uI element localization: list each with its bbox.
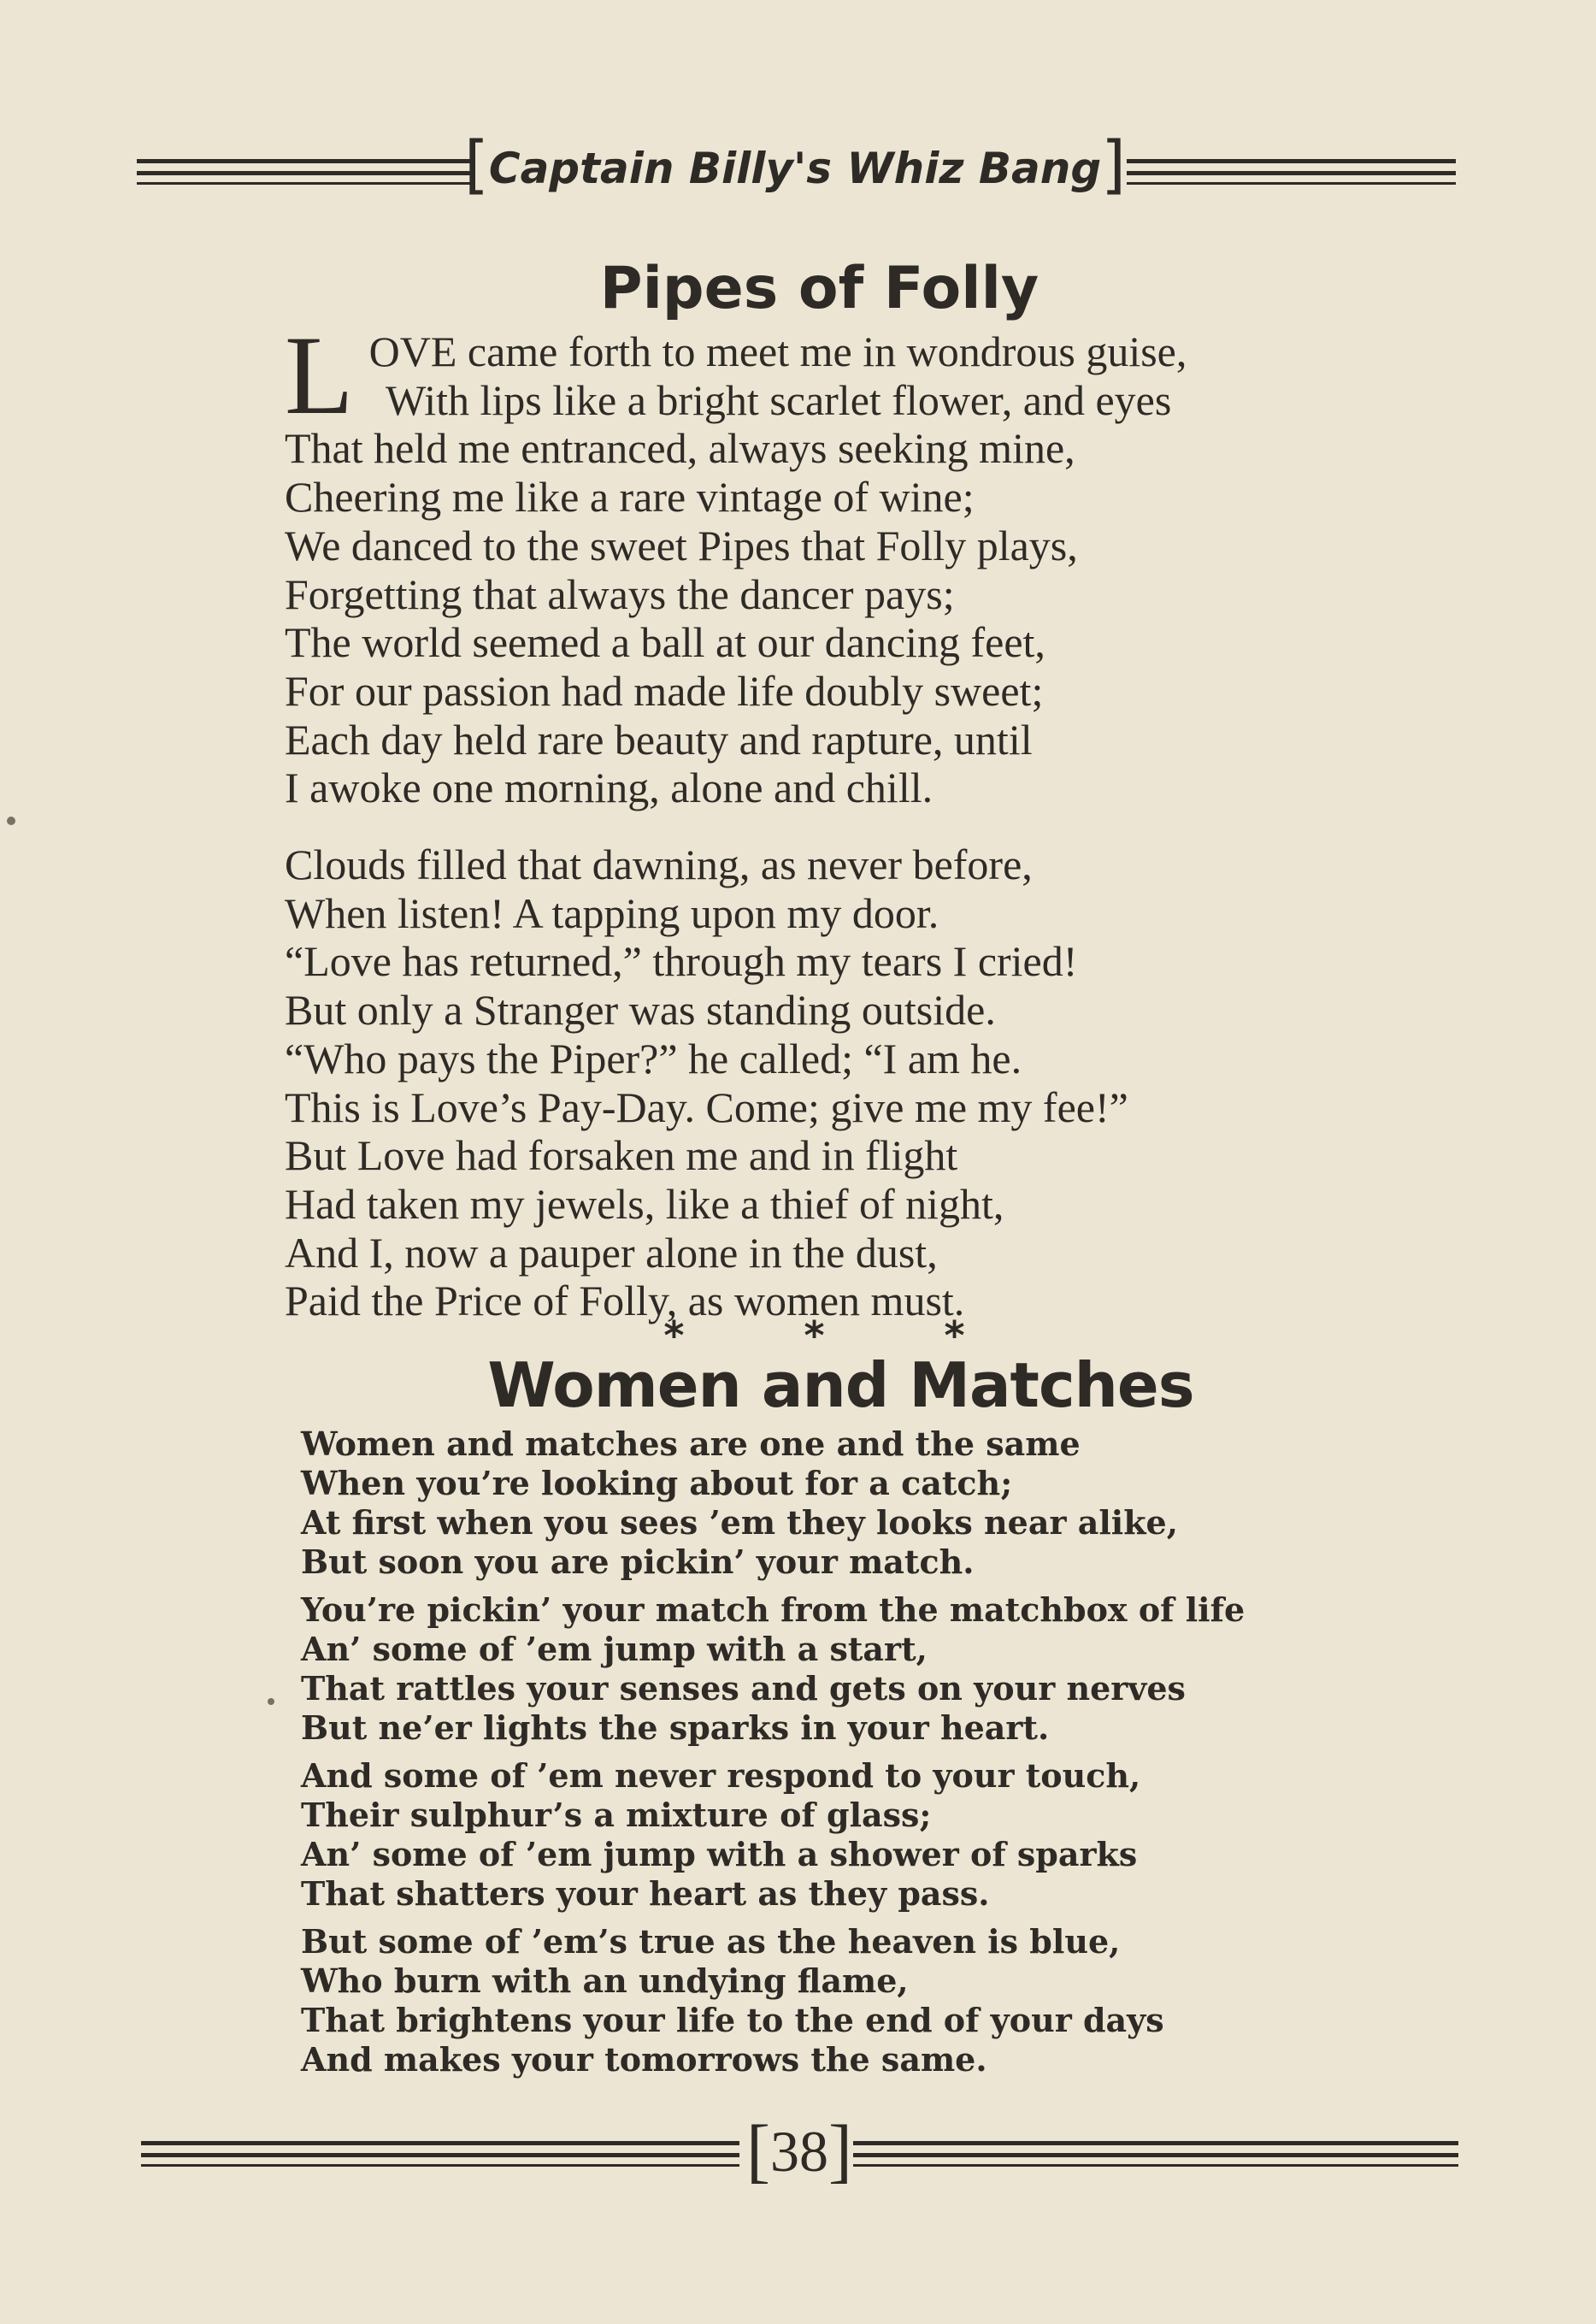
running-header — [462, 127, 1128, 207]
header-rule-right-bottom — [1127, 171, 1456, 175]
poem-line: But ne’er lights the sparks in your heart. — [301, 1708, 1050, 1747]
poem-line: Who burn with an undying flame, — [301, 1961, 909, 2000]
poem-line: The world seemed a ball at our dancing feet, — [285, 618, 1045, 667]
poem-opening — [285, 312, 1396, 438]
footer-rule-left-line3 — [141, 2164, 739, 2167]
poem-line: When listen! A tapping upon my door. — [285, 888, 939, 937]
poem-line: When you’re looking about for a catch; — [301, 1464, 1013, 1502]
poem-line: Clouds filled that dawning, as never before, — [285, 841, 1033, 889]
poem-title-pipes-of-folly: Pipes of Folly — [599, 255, 1039, 322]
poem-line: But only a Stranger was standing outside. — [285, 986, 996, 1035]
footer-rule-right-top — [853, 2141, 1458, 2145]
stanza — [301, 1424, 1412, 1582]
stanza — [301, 1922, 1412, 2079]
stanza — [301, 1590, 1412, 1748]
poem-line: That brightens your life to the end of your days — [301, 2001, 1164, 2039]
poem-pipes-of-folly — [285, 312, 1396, 1325]
poem-line: At first when you sees ’em they looks near alike, — [301, 1503, 1178, 1542]
poem-line: Their sulphur’s a mixture of glass; — [301, 1796, 932, 1834]
poem-line: Paid the Price of Folly, as women must. — [285, 1277, 965, 1325]
poem-line: This is Love’s Pay-Day. Come; give me my fee!” — [285, 1082, 1128, 1131]
page-number-value: 38 — [770, 2119, 828, 2184]
magazine-title: Captain Billy's Whiz Bang — [488, 144, 1102, 193]
poem-line: But some of ’em’s true as the heaven is blue, — [301, 1922, 1121, 1961]
paper-speck — [7, 817, 15, 825]
poem-line: But soon you are pickin’ your match. — [301, 1542, 975, 1581]
poem-line: And I, now a pauper alone in the dust, — [285, 1228, 938, 1277]
header-rule-right-line3 — [1127, 182, 1456, 185]
poem-line: Forgetting that always the dancer pays; — [285, 569, 955, 618]
footer-rule-left-top — [141, 2141, 739, 2145]
page-number — [735, 2109, 863, 2194]
poem-line: And makes your tomorrows the same. — [301, 2040, 987, 2079]
poem-line: You’re pickin’ your match from the matchbox of life — [301, 1590, 1246, 1629]
footer-rule-left-bottom — [141, 2153, 739, 2157]
drop-cap: L — [285, 312, 354, 438]
poem-line: For our passion had made life doubly sweet; — [285, 666, 1044, 715]
poem-line: I awoke one morning, alone and chill. — [285, 764, 933, 812]
poem-women-and-matches — [301, 1424, 1412, 2088]
footer-rule-right-line3 — [853, 2164, 1458, 2167]
poem-line: An’ some of ’em jump with a start, — [301, 1630, 928, 1668]
poem-line: “Love has returned,” through my tears I cried! — [285, 937, 1078, 986]
poem-line: But Love had forsaken me and in flight — [285, 1131, 958, 1180]
poem-line: That rattles your senses and gets on your nerves — [301, 1669, 1186, 1708]
poem-line: We danced to the sweet Pipes that Folly plays, — [285, 521, 1078, 569]
header-open-bracket: [ — [464, 128, 489, 202]
header-rule-left-top — [137, 159, 470, 163]
poem-line: That shatters your heart as they pass. — [301, 1874, 990, 1913]
poem-title-women-and-matches: Women and Matches — [487, 1349, 1194, 1421]
section-separator: * * * — [663, 1312, 1018, 1359]
stanza-2 — [285, 841, 1396, 1325]
poem-line: “Who pays the Piper?” he called; “I am he. — [285, 1034, 1022, 1082]
stanza-1-rest — [285, 424, 1396, 812]
poem-line: That held me entranced, always seeking mine, — [285, 424, 1075, 473]
poem-line: With lips like a bright scarlet flower, and eyes — [386, 375, 1172, 424]
poem-line: Each day held rare beauty and rapture, until — [285, 715, 1033, 764]
stanza — [301, 1756, 1412, 1914]
header-close-bracket: ] — [1101, 128, 1126, 202]
poem-line: And some of ’em never respond to your touch, — [301, 1756, 1141, 1795]
page-number-close-bracket: ] — [828, 2111, 852, 2191]
paper-speck — [268, 1698, 274, 1705]
header-rule-left-line3 — [137, 182, 470, 185]
page-number-open-bracket: [ — [746, 2111, 770, 2191]
poem-line: Women and matches are one and the same — [301, 1424, 1081, 1463]
stanza-gap — [285, 812, 1396, 841]
header-rule-right-top — [1127, 159, 1456, 163]
poem-line: Cheering me like a rare vintage of wine; — [285, 473, 975, 522]
poem-line: Had taken my jewels, like a thief of night, — [285, 1179, 1004, 1228]
footer-rule-right-bottom — [853, 2153, 1458, 2157]
header-rule-left-bottom — [137, 171, 470, 175]
poem-line: An’ some of ’em jump with a shower of sparks — [301, 1835, 1138, 1873]
poem-line: OVE came forth to meet me in wondrous guise, — [368, 327, 1187, 375]
